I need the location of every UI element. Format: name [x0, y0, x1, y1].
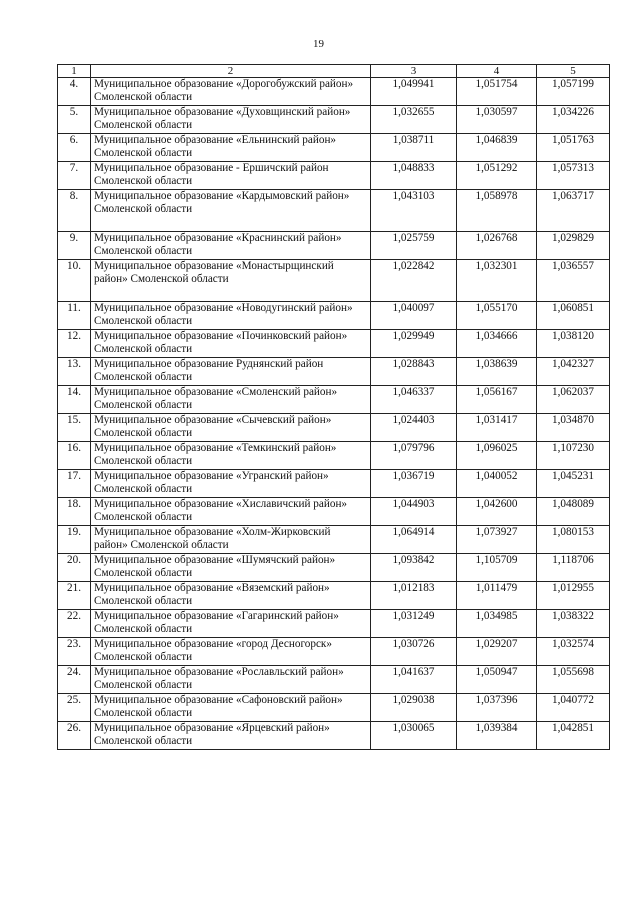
row-number: 23. [58, 638, 91, 666]
table-row [58, 610, 610, 638]
row-number: 12. [58, 330, 91, 358]
row-number: 14. [58, 386, 91, 414]
value-col-5: 1,063717 [537, 190, 610, 232]
municipality-name: Муниципальное образование «Шумячский район» Смоленской области [91, 554, 371, 582]
table-row [58, 638, 610, 666]
value-col-5: 1,036557 [537, 260, 610, 302]
table-row [58, 78, 610, 106]
value-col-5: 1,029829 [537, 232, 610, 260]
value-col-3: 1,044903 [371, 498, 457, 526]
table-row [58, 498, 610, 526]
row-number: 13. [58, 358, 91, 386]
row-number: 5. [58, 106, 91, 134]
value-col-4: 1,056167 [457, 386, 537, 414]
value-col-4: 1,073927 [457, 526, 537, 554]
value-col-3: 1,040097 [371, 302, 457, 330]
value-col-4: 1,055170 [457, 302, 537, 330]
value-col-3: 1,041637 [371, 666, 457, 694]
value-col-5: 1,062037 [537, 386, 610, 414]
row-number: 24. [58, 666, 91, 694]
municipality-name: Муниципальное образование «Кардымовский район» Смоленской области [91, 190, 371, 232]
value-col-4: 1,042600 [457, 498, 537, 526]
value-col-3: 1,079796 [371, 442, 457, 470]
row-number: 9. [58, 232, 91, 260]
table-row [58, 666, 610, 694]
table-row [58, 442, 610, 470]
value-col-3: 1,025759 [371, 232, 457, 260]
value-col-4: 1,011479 [457, 582, 537, 610]
table-row [58, 386, 610, 414]
row-number: 19. [58, 526, 91, 554]
value-col-4: 1,105709 [457, 554, 537, 582]
value-col-5: 1,051763 [537, 134, 610, 162]
table-row [58, 722, 610, 750]
header-col-3: 3 [371, 65, 457, 78]
row-number: 4. [58, 78, 91, 106]
table-row [58, 526, 610, 554]
municipality-name: Муниципальное образование Руднянский район Смоленской области [91, 358, 371, 386]
municipality-name: Муниципальное образование «Угранский район» Смоленской области [91, 470, 371, 498]
header-col-4: 4 [457, 65, 537, 78]
row-number: 25. [58, 694, 91, 722]
value-col-4: 1,034666 [457, 330, 537, 358]
value-col-5: 1,057199 [537, 78, 610, 106]
value-col-5: 1,057313 [537, 162, 610, 190]
value-col-4: 1,030597 [457, 106, 537, 134]
value-col-3: 1,031249 [371, 610, 457, 638]
header-col-2: 2 [91, 65, 371, 78]
table-row [58, 414, 610, 442]
table-row [58, 330, 610, 358]
municipality-name: Муниципальное образование «город Десногорск» Смоленской области [91, 638, 371, 666]
table-row [58, 302, 610, 330]
value-col-5: 1,038322 [537, 610, 610, 638]
municipality-name: Муниципальное образование «Монастырщинский район» Смоленской области [91, 260, 371, 302]
value-col-4: 1,037396 [457, 694, 537, 722]
municipality-name: Муниципальное образование «Новодугинский район» Смоленской области [91, 302, 371, 330]
row-number: 22. [58, 610, 91, 638]
table-header-row [58, 65, 610, 78]
municipality-name: Муниципальное образование «Сафоновский район» Смоленской области [91, 694, 371, 722]
municipality-name: Муниципальное образование «Сычевский район» Смоленской области [91, 414, 371, 442]
value-col-5: 1,107230 [537, 442, 610, 470]
value-col-5: 1,038120 [537, 330, 610, 358]
municipality-name: Муниципальное образование «Починковский район» Смоленской области [91, 330, 371, 358]
value-col-4: 1,051292 [457, 162, 537, 190]
municipality-name: Муниципальное образование «Хиславичский район» Смоленской области [91, 498, 371, 526]
value-col-4: 1,050947 [457, 666, 537, 694]
value-col-3: 1,049941 [371, 78, 457, 106]
value-col-3: 1,093842 [371, 554, 457, 582]
municipality-name: Муниципальное образование «Духовщинский район» Смоленской области [91, 106, 371, 134]
value-col-4: 1,034985 [457, 610, 537, 638]
value-col-3: 1,032655 [371, 106, 457, 134]
value-col-5: 1,040772 [537, 694, 610, 722]
municipality-name: Муниципальное образование «Ярцевский район» Смоленской области [91, 722, 371, 750]
municipality-name: Муниципальное образование «Вяземский район» Смоленской области [91, 582, 371, 610]
value-col-4: 1,039384 [457, 722, 537, 750]
value-col-4: 1,058978 [457, 190, 537, 232]
table-row [58, 470, 610, 498]
table-row [58, 162, 610, 190]
page-number: 19 [313, 38, 324, 50]
header-col-5: 5 [537, 65, 610, 78]
value-col-3: 1,029949 [371, 330, 457, 358]
value-col-3: 1,030726 [371, 638, 457, 666]
municipality-name: Муниципальное образование «Ельнинский район» Смоленской области [91, 134, 371, 162]
value-col-4: 1,051754 [457, 78, 537, 106]
value-col-3: 1,024403 [371, 414, 457, 442]
row-number: 15. [58, 414, 91, 442]
row-number: 16. [58, 442, 91, 470]
row-number: 6. [58, 134, 91, 162]
table-row [58, 582, 610, 610]
municipality-name: Муниципальное образование «Гагаринский район» Смоленской области [91, 610, 371, 638]
municipality-name: Муниципальное образование «Смоленский район» Смоленской области [91, 386, 371, 414]
table-row [58, 134, 610, 162]
table-body [58, 78, 610, 750]
header-col-1: 1 [58, 65, 91, 78]
table-row [58, 190, 610, 232]
row-number: 8. [58, 190, 91, 232]
municipality-name: Муниципальное образование - Ершичский район Смоленской области [91, 162, 371, 190]
value-col-4: 1,032301 [457, 260, 537, 302]
value-col-3: 1,028843 [371, 358, 457, 386]
table-row [58, 694, 610, 722]
table-row [58, 554, 610, 582]
value-col-5: 1,080153 [537, 526, 610, 554]
table-row [58, 106, 610, 134]
table-row [58, 232, 610, 260]
municipality-name: Муниципальное образование «Краснинский район» Смоленской области [91, 232, 371, 260]
value-col-4: 1,038639 [457, 358, 537, 386]
value-col-3: 1,012183 [371, 582, 457, 610]
municipality-name: Муниципальное образование «Дорогобужский район» Смоленской области [91, 78, 371, 106]
municipality-name: Муниципальное образование «Темкинский район» Смоленской области [91, 442, 371, 470]
value-col-5: 1,032574 [537, 638, 610, 666]
value-col-5: 1,118706 [537, 554, 610, 582]
data-table [57, 64, 610, 750]
value-col-5: 1,055698 [537, 666, 610, 694]
value-col-4: 1,026768 [457, 232, 537, 260]
value-col-5: 1,042327 [537, 358, 610, 386]
row-number: 20. [58, 554, 91, 582]
table-row [58, 358, 610, 386]
value-col-5: 1,048089 [537, 498, 610, 526]
value-col-3: 1,046337 [371, 386, 457, 414]
value-col-3: 1,022842 [371, 260, 457, 302]
value-col-5: 1,042851 [537, 722, 610, 750]
row-number: 10. [58, 260, 91, 302]
value-col-5: 1,034226 [537, 106, 610, 134]
row-number: 17. [58, 470, 91, 498]
row-number: 26. [58, 722, 91, 750]
value-col-4: 1,029207 [457, 638, 537, 666]
value-col-5: 1,060851 [537, 302, 610, 330]
value-col-4: 1,031417 [457, 414, 537, 442]
value-col-3: 1,038711 [371, 134, 457, 162]
value-col-3: 1,043103 [371, 190, 457, 232]
value-col-4: 1,096025 [457, 442, 537, 470]
value-col-4: 1,046839 [457, 134, 537, 162]
value-col-3: 1,064914 [371, 526, 457, 554]
value-col-3: 1,036719 [371, 470, 457, 498]
value-col-5: 1,045231 [537, 470, 610, 498]
value-col-3: 1,048833 [371, 162, 457, 190]
row-number: 7. [58, 162, 91, 190]
table-row [58, 260, 610, 302]
value-col-5: 1,034870 [537, 414, 610, 442]
row-number: 18. [58, 498, 91, 526]
value-col-3: 1,029038 [371, 694, 457, 722]
value-col-5: 1,012955 [537, 582, 610, 610]
row-number: 11. [58, 302, 91, 330]
municipality-name: Муниципальное образование «Холм-Жирковский район» Смоленской области [91, 526, 371, 554]
value-col-4: 1,040052 [457, 470, 537, 498]
row-number: 21. [58, 582, 91, 610]
municipality-name: Муниципальное образование «Рославльский район» Смоленской области [91, 666, 371, 694]
value-col-3: 1,030065 [371, 722, 457, 750]
